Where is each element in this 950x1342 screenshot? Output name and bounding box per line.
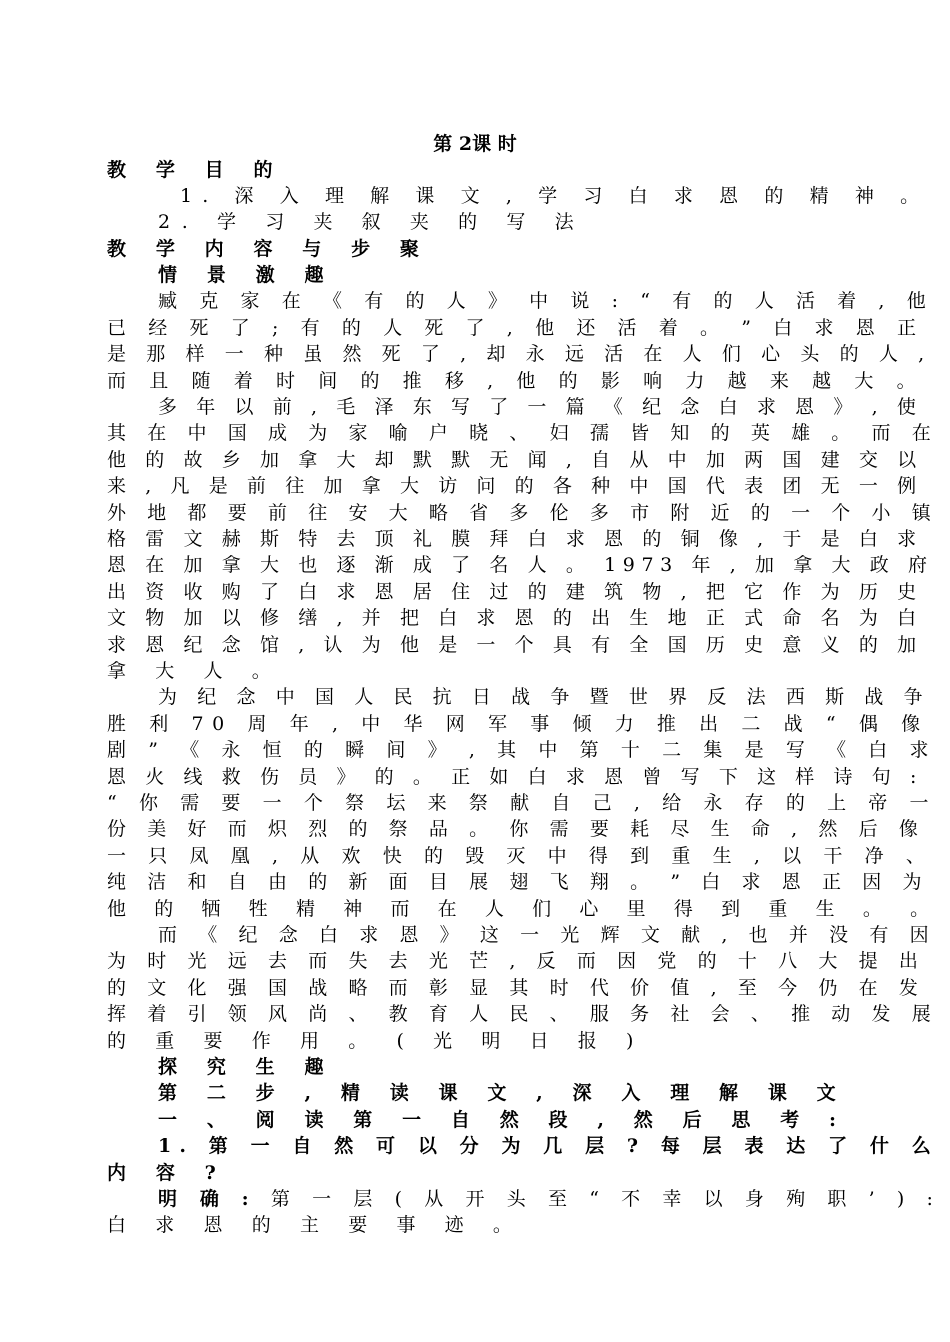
paragraph-line: 拿 大 人 。 — [107, 660, 283, 682]
paragraph-line: 臧 克 家 在 《 有 的 人 》 中 说 : “ 有 的 人 活 着 , 他 — [158, 290, 934, 312]
answer-label: 明 确 : — [158, 1188, 257, 1210]
paragraph-line: 来 , 凡 是 前 往 加 拿 大 访 问 的 各 种 中 国 代 表 团 无 一 例 — [107, 475, 923, 497]
paragraph-line: 是 那 样 一 种 虽 然 死 了 , 却 永 远 活 在 人 们 心 头 的 人 , — [107, 343, 932, 365]
goal-item-1: 1. 深 入 理 解 课 文 , 学 习 白 求 恩 的 精 神 。 — [180, 185, 930, 207]
paragraph-line: 他 的 故 乡 加 拿 大 却 默 默 无 闻 , 自 从 中 加 两 国 建 交 以 — [107, 449, 923, 471]
paragraph-line: 而 《 纪 念 白 求 恩 》 这 一 光 辉 文 献 , 也 并 没 有 因 — [158, 924, 937, 946]
paragraph-line: 多 年 以 前 , 毛 泽 东 写 了 一 篇 《 纪 念 白 求 恩 》 , 使 — [158, 396, 923, 418]
paragraph-line: 挥 着 引 领 风 尚 、 教 育 人 民 、 服 务 社 会 、 推 动 发 展 — [107, 1003, 939, 1025]
paragraph-line: 纯 洁 和 自 由 的 新 面 目 展 翅 飞 翔 。 ” 白 求 恩 正 因 为 — [107, 871, 930, 893]
section-heading-intro: 情 景 激 趣 — [158, 264, 336, 286]
paragraph-line: 一 只 凤 凰 , 从 欢 快 的 毁 灭 中 得 到 重 生 , 以 干 净 、 — [107, 845, 933, 867]
lesson-title: 第 2课 时 — [433, 133, 517, 155]
paragraph-line: 求 恩 纪 念 馆 , 认 为 他 是 一 个 具 有 全 国 历 史 意 义 的 加 — [107, 634, 923, 656]
paragraph-line: 为 时 光 远 去 而 失 去 光 芒 , 反 而 因 党 的 十 八 大 提 出 — [107, 950, 926, 972]
paragraph-line: 恩 在 加 拿 大 也 逐 渐 成 了 名 人 。 1973 年 , 加 拿 大 政 府 — [107, 554, 934, 576]
paragraph-line: “ 你 需 要 一 个 祭 坛 来 祭 献 自 己 , 给 永 存 的 上 帝 一 — [107, 792, 937, 814]
paragraph-line: 而 且 随 着 时 间 的 推 移 , 他 的 影 响 力 越 来 越 大 。 — [107, 370, 925, 392]
answer-continuation: 白 求 恩 的 主 要 事 迹 。 — [107, 1214, 524, 1236]
paragraph-line: 格 雷 文 赫 斯 特 去 顶 礼 膜 拜 白 求 恩 的 铜 像 , 于 是 白 求 — [107, 528, 923, 550]
paragraph-line: 文 物 加 以 修 缮 , 并 把 白 求 恩 的 出 生 地 正 式 命 名 为 白 — [107, 607, 923, 629]
step-heading: 第 二 步 , 精 读 课 文 , 深 入 理 解 课 文 — [158, 1082, 848, 1104]
paragraph-line: 恩 火 线 救 伤 员 》 的 。 正 如 白 求 恩 曾 写 下 这 样 诗 句 : — [107, 766, 924, 788]
reading-task: 一 、 阅 读 第 一 自 然 段 , 然 后 思 考 : — [158, 1109, 848, 1131]
paragraph-line: 胜 利 70 周 年 , 中 华 网 军 事 倾 力 推 出 二 战 “ 偶 像 — [107, 713, 929, 735]
question-line: 内 容 ? — [107, 1162, 228, 1184]
paragraph-line: 其 在 中 国 成 为 家 喻 户 晓 、 妇 孺 皆 知 的 英 雄 。 而 在 — [107, 422, 939, 444]
paragraph-line: 为 纪 念 中 国 人 民 抗 日 战 争 暨 世 界 反 法 西 斯 战 争 — [158, 686, 930, 708]
goal-item-2: 2. 学 习 夹 叙 夹 的 写 法 — [158, 211, 586, 233]
paragraph-line: 剧 ” 《 永 恒 的 瞬 间 》 , 其 中 第 十 二 集 是 写 《 白 求 — [107, 739, 937, 761]
paragraph-line: 的 文 化 强 国 战 略 而 彰 显 其 时 代 价 值 , 至 今 仍 在 发 — [107, 977, 926, 999]
paragraph-line: 已 经 死 了 ; 有 的 人 死 了 , 他 还 活 着 。 ” 白 求 恩 正 — [107, 317, 925, 339]
section-heading-explore: 探 究 生 趣 — [158, 1056, 336, 1078]
paragraph-line: 份 美 好 而 炽 烈 的 祭 品 。 你 需 要 耗 尽 生 命 , 然 后 像 — [107, 818, 926, 840]
answer-text: 第 一 层 ( 从 开 头 至 “ 不 幸 以 身 殉 职 ’ ) : — [270, 1188, 942, 1210]
answer-line — [158, 1186, 942, 1212]
content-heading: 教 学 内 容 与 步 聚 — [107, 238, 431, 260]
paragraph-line: 的 重 要 作 用 。 ( 光 明 日 报 ) — [107, 1030, 646, 1052]
paragraph-line: 他 的 牺 牲 精 神 而 在 人 们 心 里 得 到 重 生 。 。 — [107, 898, 941, 920]
paragraph-line: 出 资 收 购 了 白 求 恩 居 住 过 的 建 筑 物 , 把 它 作 为 历 史 — [107, 581, 923, 603]
goals-heading: 教 学 目 的 — [107, 159, 285, 181]
paragraph-line: 外 地 都 要 前 往 安 大 略 省 多 伦 多 市 附 近 的 一 个 小 镇 — [107, 502, 939, 524]
question-line: 1. 第 一 自 然 可 以 分 为 几 层 ? 每 层 表 达 了 什 么 — [158, 1135, 939, 1157]
